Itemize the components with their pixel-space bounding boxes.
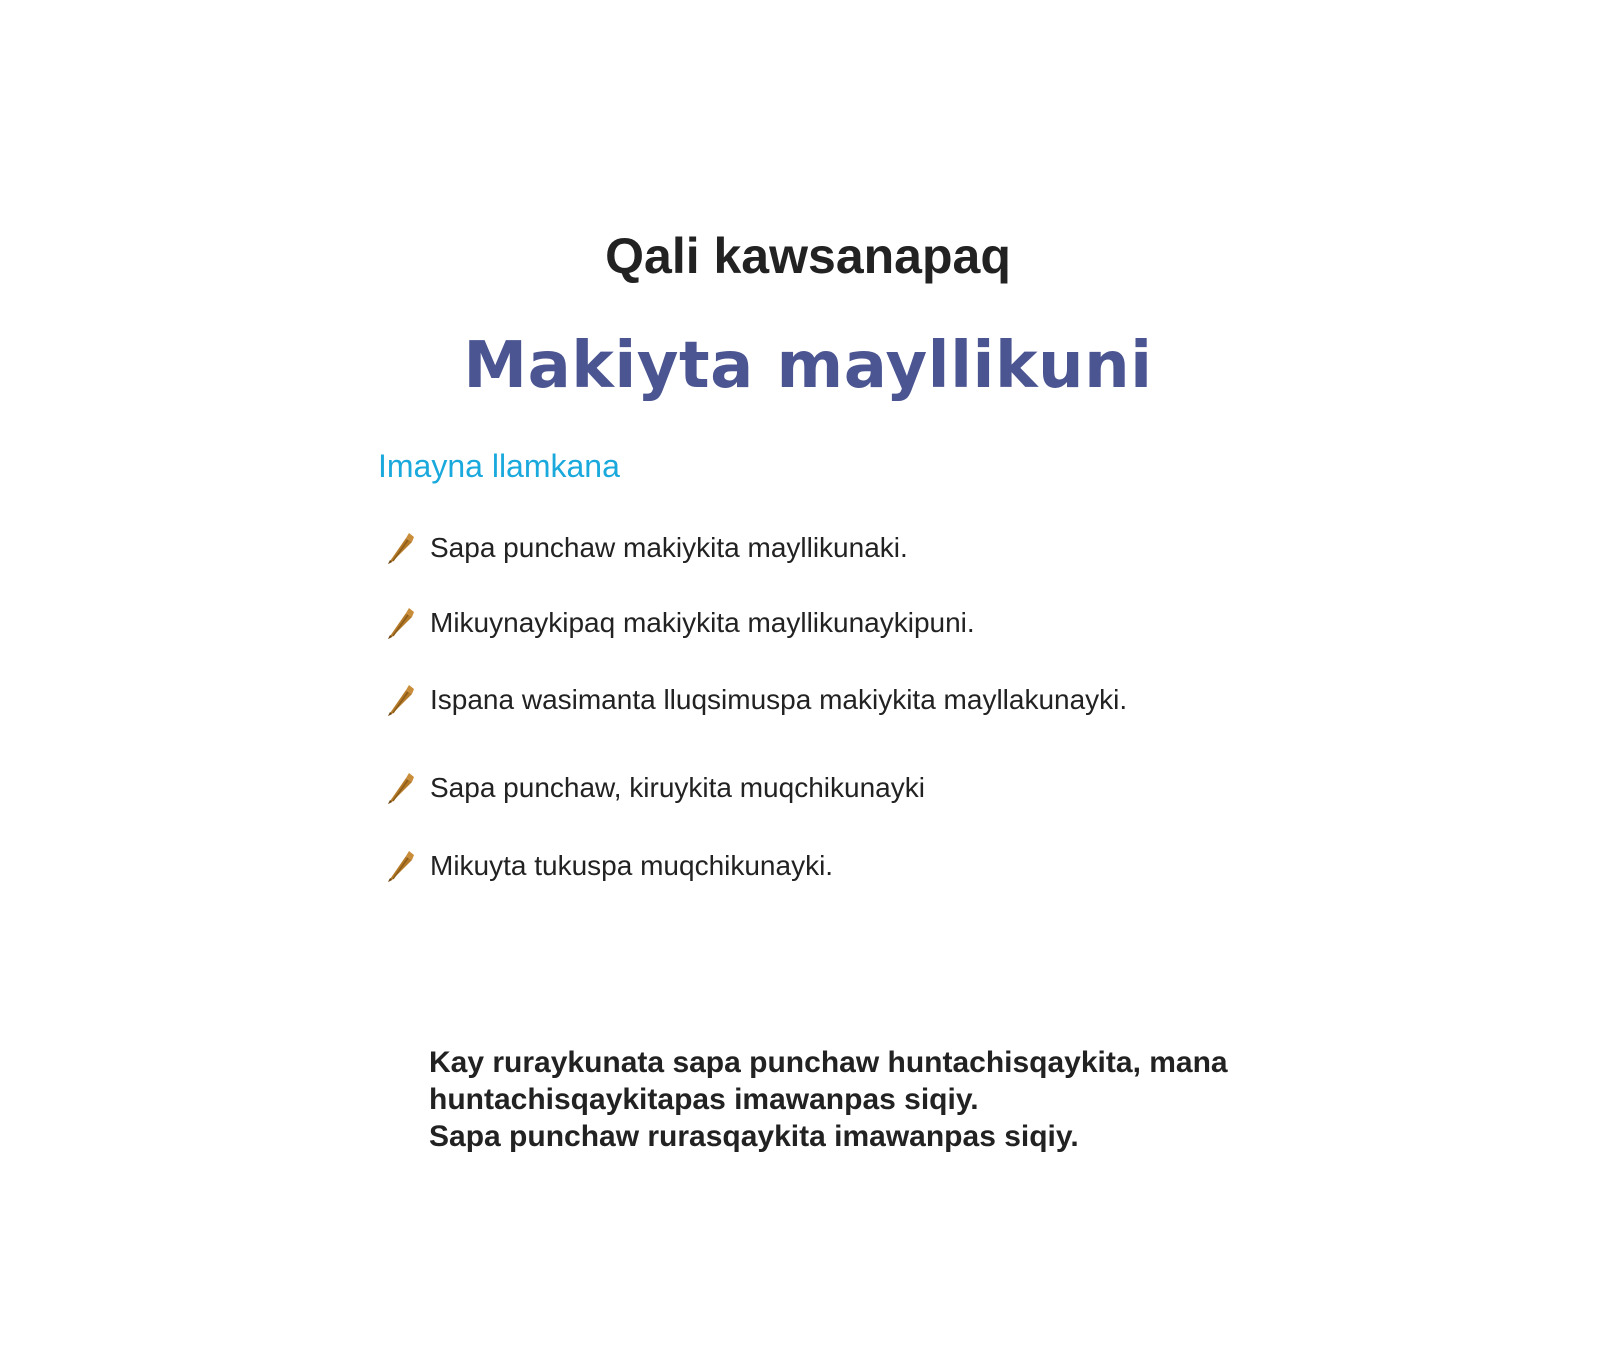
list-item [384, 603, 975, 643]
step-text: Mikuyta tukuspa muqchikunayki. [430, 850, 834, 881]
instruction-note [429, 1044, 1309, 1155]
note-line: Sapa punchaw rurasqaykita imawanpas siqiy. [429, 1120, 1079, 1153]
pencil-icon [384, 770, 418, 806]
step-text: Ispana wasimanta lluqsimuspa makiykita mayllakunayki. [430, 684, 1128, 715]
list-item [384, 768, 925, 808]
list-item [384, 528, 908, 568]
section-label: Imayna llamkana [378, 448, 620, 484]
pencil-icon [384, 605, 418, 641]
page-title: Qali kawsanapaq [605, 228, 1011, 284]
note-line: Kay ruraykunata sapa punchaw huntachisqaykita, mana [429, 1046, 1228, 1079]
list-item [384, 846, 833, 886]
step-text: Mikuynaykipaq makiykita mayllikunaykipuni. [430, 607, 975, 638]
pencil-icon [384, 530, 418, 566]
note-line: huntachisqaykitapas imawanpas siqiy. [429, 1083, 979, 1116]
page-subtitle: Makiyta mayllikuni [463, 329, 1153, 403]
pencil-icon [384, 848, 418, 884]
list-item [384, 680, 1127, 720]
step-text: Sapa punchaw, kiruykita muqchikunayki [430, 772, 925, 803]
step-text: Sapa punchaw makiykita mayllikunaki. [430, 532, 908, 563]
pencil-icon [384, 682, 418, 718]
